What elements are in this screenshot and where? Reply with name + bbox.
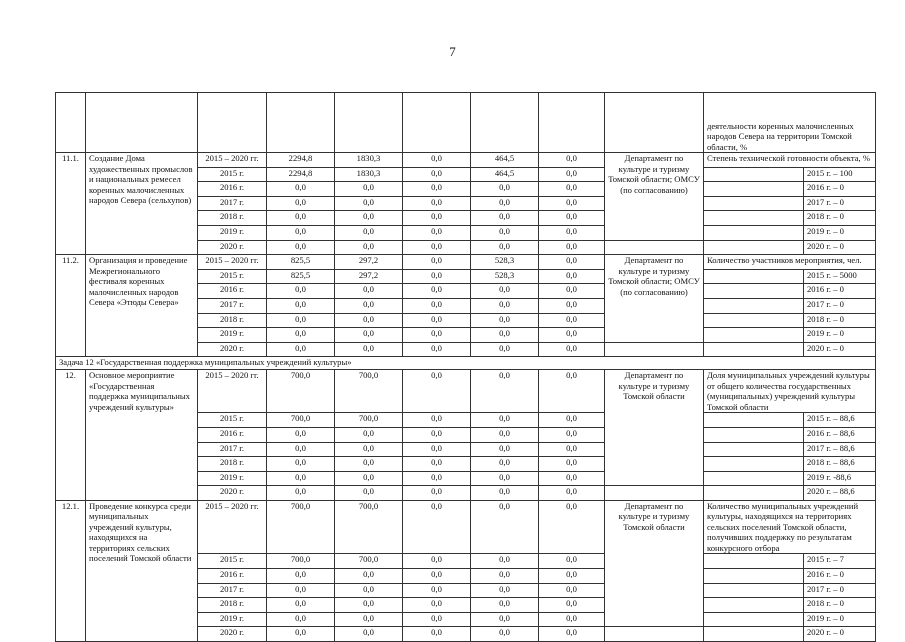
indicator-value: 2019 г. – 0 xyxy=(804,328,876,343)
amount-cell: 0,0 xyxy=(471,370,539,413)
amount-cell: 0,0 xyxy=(539,196,605,211)
indicator-value: 2018 г. – 0 xyxy=(804,211,876,226)
indicator-value: 2016 г. – 0 xyxy=(804,568,876,583)
amount-cell: 700,0 xyxy=(335,370,403,413)
amount-cell: 0,0 xyxy=(335,182,403,197)
measure-number: 11.1. xyxy=(56,153,86,255)
amount-cell: 0,0 xyxy=(267,612,335,627)
amount-cell: 0,0 xyxy=(267,471,335,486)
table-row xyxy=(56,500,876,554)
amount-cell: 0,0 xyxy=(539,167,605,182)
amount-cell: 0,0 xyxy=(267,598,335,613)
responsible-department: Департамент по культуре и туризму Томской области xyxy=(605,500,704,626)
amount-cell: 0,0 xyxy=(471,196,539,211)
amount-cell: 0,0 xyxy=(267,457,335,472)
amount-cell: 0,0 xyxy=(471,342,539,357)
indicator-spacer xyxy=(704,471,804,486)
amount-cell: 0,0 xyxy=(267,225,335,240)
indicator-spacer xyxy=(704,612,804,627)
amount-cell: 0,0 xyxy=(471,298,539,313)
task-row xyxy=(56,357,876,370)
period-cell: 2019 г. xyxy=(198,612,267,627)
amount-cell: 0,0 xyxy=(267,427,335,442)
indicator-value: 2019 г. -88,6 xyxy=(804,471,876,486)
amount-cell: 297,2 xyxy=(335,255,403,270)
amount-cell: 1830,3 xyxy=(335,153,403,168)
continuation-indicator: деятельности коренных малочисленных народов Севера на территории Томской области, % xyxy=(704,93,876,153)
amount-cell: 0,0 xyxy=(335,211,403,226)
amount-cell: 0,0 xyxy=(403,167,471,182)
amount-cell: 528,3 xyxy=(471,269,539,284)
indicator-spacer xyxy=(704,583,804,598)
amount-cell: 0,0 xyxy=(403,457,471,472)
amount-cell: 0,0 xyxy=(403,583,471,598)
amount-cell: 0,0 xyxy=(403,500,471,554)
period-cell: 2020 г. xyxy=(198,342,267,357)
amount-cell: 700,0 xyxy=(335,500,403,554)
amount-cell: 0,0 xyxy=(539,457,605,472)
indicator-value: 2020 г. – 0 xyxy=(804,342,876,357)
amount-cell: 0,0 xyxy=(539,471,605,486)
amount-cell: 825,5 xyxy=(267,255,335,270)
amount-cell: 0,0 xyxy=(335,486,403,501)
indicator-spacer xyxy=(704,328,804,343)
period-cell: 2017 г. xyxy=(198,442,267,457)
indicator-spacer xyxy=(704,225,804,240)
amount-cell: 0,0 xyxy=(335,471,403,486)
amount-cell: 0,0 xyxy=(335,583,403,598)
amount-cell: 0,0 xyxy=(471,500,539,554)
amount-cell: 0,0 xyxy=(539,500,605,554)
amount-cell: 0,0 xyxy=(539,554,605,569)
amount-cell: 0,0 xyxy=(539,442,605,457)
amount-cell: 0,0 xyxy=(403,240,471,255)
amount-cell: 700,0 xyxy=(335,554,403,569)
amount-cell: 0,0 xyxy=(335,342,403,357)
indicator-value: 2018 г. – 0 xyxy=(804,313,876,328)
amount-cell: 0,0 xyxy=(539,568,605,583)
period-cell: 2015 – 2020 гг. xyxy=(198,370,267,413)
period-cell: 2018 г. xyxy=(198,313,267,328)
measure-number: 11.2. xyxy=(56,255,86,357)
period-cell: 2020 г. xyxy=(198,486,267,501)
amount-cell: 0,0 xyxy=(471,598,539,613)
indicator-value: 2016 г. – 0 xyxy=(804,182,876,197)
amount-cell: 2294,8 xyxy=(267,167,335,182)
period-cell: 2015 г. xyxy=(198,554,267,569)
indicator-spacer xyxy=(704,269,804,284)
indicator-value: 2015 г. – 7 xyxy=(804,554,876,569)
amount-cell: 700,0 xyxy=(335,413,403,428)
indicator-name: Количество участников мероприятия, чел. xyxy=(704,255,876,270)
amount-cell: 0,0 xyxy=(539,413,605,428)
amount-cell: 0,0 xyxy=(403,153,471,168)
indicator-spacer xyxy=(704,442,804,457)
amount-cell: 0,0 xyxy=(267,328,335,343)
responsible-department: Департамент по культуре и туризму Томской области; ОМСУ (по согласованию) xyxy=(605,153,704,241)
amount-cell: 0,0 xyxy=(403,284,471,299)
continuation-row xyxy=(56,93,876,153)
amount-cell: 0,0 xyxy=(403,313,471,328)
period-cell: 2015 г. xyxy=(198,269,267,284)
amount-cell: 0,0 xyxy=(539,598,605,613)
indicator-spacer xyxy=(704,554,804,569)
measure-name: Основное мероприятие «Государственная поддержка муниципальных учреждений культуры» xyxy=(86,370,198,501)
amount-cell: 0,0 xyxy=(403,486,471,501)
amount-cell: 0,0 xyxy=(335,427,403,442)
indicator-name: Доля муниципальных учреждений культуры от общего количества государственных (муниципальных) учреждений культуры Томской области xyxy=(704,370,876,413)
table-row xyxy=(56,153,876,168)
amount-cell: 0,0 xyxy=(267,211,335,226)
amount-cell: 0,0 xyxy=(335,598,403,613)
table-body xyxy=(56,93,876,642)
amount-cell: 0,0 xyxy=(539,612,605,627)
indicator-value: 2018 г. – 88,6 xyxy=(804,457,876,472)
page-number: 7 xyxy=(449,44,456,59)
amount-cell: 0,0 xyxy=(267,284,335,299)
period-cell: 2018 г. xyxy=(198,457,267,472)
amount-cell: 0,0 xyxy=(267,196,335,211)
indicator-spacer xyxy=(704,627,804,642)
amount-cell: 0,0 xyxy=(471,413,539,428)
amount-cell: 0,0 xyxy=(539,370,605,413)
period-cell: 2017 г. xyxy=(198,196,267,211)
amount-cell: 0,0 xyxy=(403,598,471,613)
amount-cell: 0,0 xyxy=(471,627,539,642)
period-cell: 2015 – 2020 гг. xyxy=(198,255,267,270)
amount-cell: 0,0 xyxy=(471,225,539,240)
amount-cell: 0,0 xyxy=(539,342,605,357)
amount-cell: 0,0 xyxy=(539,153,605,168)
measure-name: Организация и проведение Межрегионального фестиваля коренных малочисленных народов Севера «Этюды Севера» xyxy=(86,255,198,357)
indicator-spacer xyxy=(704,196,804,211)
amount-cell: 0,0 xyxy=(403,471,471,486)
indicator-spacer xyxy=(704,413,804,428)
amount-cell: 700,0 xyxy=(267,370,335,413)
indicator-spacer xyxy=(704,313,804,328)
amount-cell: 0,0 xyxy=(267,442,335,457)
amount-cell: 0,0 xyxy=(471,313,539,328)
amount-cell: 700,0 xyxy=(267,500,335,554)
responsible-department: Департамент по культуре и туризму Томской области; ОМСУ (по согласованию) xyxy=(605,255,704,343)
period-cell: 2017 г. xyxy=(198,583,267,598)
amount-cell: 297,2 xyxy=(335,269,403,284)
indicator-value: 2020 г. – 0 xyxy=(804,240,876,255)
measure-name: Проведение конкурса среди муниципальных учреждений культуры, находящихся на территориях сельских поселений Томской области xyxy=(86,500,198,641)
indicator-value: 2015 г. – 5000 xyxy=(804,269,876,284)
indicator-value: 2019 г. – 0 xyxy=(804,612,876,627)
indicator-value: 2017 г. – 0 xyxy=(804,583,876,598)
amount-cell: 0,0 xyxy=(335,457,403,472)
indicator-value: 2017 г. – 0 xyxy=(804,298,876,313)
indicator-value: 2020 г. – 0 xyxy=(804,627,876,642)
indicator-spacer xyxy=(704,457,804,472)
amount-cell: 464,5 xyxy=(471,153,539,168)
indicator-value: 2020 г. – 88,6 xyxy=(804,486,876,501)
period-cell: 2016 г. xyxy=(198,568,267,583)
amount-cell: 0,0 xyxy=(335,612,403,627)
indicator-name: Количество муниципальных учреждений культуры, находящихся на территориях сельских поселений Томской области, получивших поддержку по результатам конкурсного отбора xyxy=(704,500,876,554)
indicator-name: Степень технической готовности объекта, % xyxy=(704,153,876,168)
amount-cell: 0,0 xyxy=(267,342,335,357)
amount-cell: 0,0 xyxy=(403,442,471,457)
amount-cell: 0,0 xyxy=(403,427,471,442)
amount-cell: 0,0 xyxy=(539,240,605,255)
amount-cell: 528,3 xyxy=(471,255,539,270)
amount-cell: 0,0 xyxy=(335,284,403,299)
empty-cell xyxy=(605,342,704,357)
amount-cell: 0,0 xyxy=(471,486,539,501)
amount-cell: 0,0 xyxy=(403,568,471,583)
amount-cell: 0,0 xyxy=(267,298,335,313)
indicator-value: 2016 г. – 88,6 xyxy=(804,427,876,442)
indicator-value: 2016 г. – 0 xyxy=(804,284,876,299)
amount-cell: 2294,8 xyxy=(267,153,335,168)
amount-cell: 0,0 xyxy=(403,269,471,284)
amount-cell: 825,5 xyxy=(267,269,335,284)
amount-cell: 0,0 xyxy=(539,328,605,343)
amount-cell: 700,0 xyxy=(267,413,335,428)
amount-cell: 0,0 xyxy=(539,255,605,270)
empty-cell xyxy=(605,627,704,642)
amount-cell: 0,0 xyxy=(267,568,335,583)
amount-cell: 0,0 xyxy=(471,471,539,486)
amount-cell: 0,0 xyxy=(267,240,335,255)
period-cell: 2020 г. xyxy=(198,240,267,255)
amount-cell: 700,0 xyxy=(267,554,335,569)
table-row xyxy=(56,255,876,270)
amount-cell: 1830,3 xyxy=(335,167,403,182)
measure-number: 12.1. xyxy=(56,500,86,641)
amount-cell: 0,0 xyxy=(539,486,605,501)
amount-cell: 0,0 xyxy=(471,211,539,226)
amount-cell: 0,0 xyxy=(403,225,471,240)
amount-cell: 0,0 xyxy=(403,554,471,569)
indicator-spacer xyxy=(704,486,804,501)
amount-cell: 0,0 xyxy=(403,342,471,357)
amount-cell: 0,0 xyxy=(471,583,539,598)
indicator-value: 2018 г. – 0 xyxy=(804,598,876,613)
amount-cell: 0,0 xyxy=(403,627,471,642)
amount-cell: 0,0 xyxy=(403,211,471,226)
amount-cell: 0,0 xyxy=(471,284,539,299)
table-row xyxy=(56,370,876,413)
amount-cell: 0,0 xyxy=(403,328,471,343)
amount-cell: 0,0 xyxy=(471,457,539,472)
amount-cell: 0,0 xyxy=(403,370,471,413)
amount-cell: 0,0 xyxy=(539,211,605,226)
amount-cell: 0,0 xyxy=(403,298,471,313)
amount-cell: 0,0 xyxy=(471,182,539,197)
amount-cell: 0,0 xyxy=(403,255,471,270)
indicator-value: 2017 г. – 0 xyxy=(804,196,876,211)
amount-cell: 0,0 xyxy=(335,298,403,313)
period-cell: 2016 г. xyxy=(198,182,267,197)
amount-cell: 0,0 xyxy=(471,442,539,457)
amount-cell: 0,0 xyxy=(403,413,471,428)
amount-cell: 464,5 xyxy=(471,167,539,182)
amount-cell: 0,0 xyxy=(335,627,403,642)
indicator-spacer xyxy=(704,568,804,583)
indicator-spacer xyxy=(704,598,804,613)
period-cell: 2015 г. xyxy=(198,167,267,182)
period-cell: 2016 г. xyxy=(198,284,267,299)
indicator-value: 2017 г. – 88,6 xyxy=(804,442,876,457)
indicator-spacer xyxy=(704,240,804,255)
indicator-value: 2015 г. – 88,6 xyxy=(804,413,876,428)
indicator-spacer xyxy=(704,182,804,197)
period-cell: 2018 г. xyxy=(198,211,267,226)
period-cell: 2019 г. xyxy=(198,225,267,240)
period-cell: 2015 – 2020 гг. xyxy=(198,153,267,168)
amount-cell: 0,0 xyxy=(539,298,605,313)
indicator-value: 2019 г. – 0 xyxy=(804,225,876,240)
amount-cell: 0,0 xyxy=(539,313,605,328)
amount-cell: 0,0 xyxy=(267,583,335,598)
indicator-spacer xyxy=(704,342,804,357)
period-cell: 2019 г. xyxy=(198,328,267,343)
amount-cell: 0,0 xyxy=(403,182,471,197)
amount-cell: 0,0 xyxy=(267,486,335,501)
period-cell: 2020 г. xyxy=(198,627,267,642)
amount-cell: 0,0 xyxy=(539,427,605,442)
measure-number: 12. xyxy=(56,370,86,501)
amount-cell: 0,0 xyxy=(539,583,605,598)
amount-cell: 0,0 xyxy=(335,442,403,457)
indicator-spacer xyxy=(704,427,804,442)
amount-cell: 0,0 xyxy=(335,225,403,240)
program-table xyxy=(55,92,876,642)
indicator-spacer xyxy=(704,211,804,226)
amount-cell: 0,0 xyxy=(471,568,539,583)
amount-cell: 0,0 xyxy=(539,269,605,284)
amount-cell: 0,0 xyxy=(335,240,403,255)
period-cell: 2015 г. xyxy=(198,413,267,428)
amount-cell: 0,0 xyxy=(267,313,335,328)
empty-cell xyxy=(605,240,704,255)
amount-cell: 0,0 xyxy=(267,627,335,642)
amount-cell: 0,0 xyxy=(539,627,605,642)
indicator-value: 2015 г. – 100 xyxy=(804,167,876,182)
amount-cell: 0,0 xyxy=(539,182,605,197)
task-title: Задача 12 «Государственная поддержка муниципальных учреждений культуры» xyxy=(56,357,876,370)
amount-cell: 0,0 xyxy=(471,240,539,255)
amount-cell: 0,0 xyxy=(403,196,471,211)
empty-cell xyxy=(605,486,704,501)
period-cell: 2019 г. xyxy=(198,471,267,486)
amount-cell: 0,0 xyxy=(267,182,335,197)
indicator-spacer xyxy=(704,298,804,313)
amount-cell: 0,0 xyxy=(335,196,403,211)
amount-cell: 0,0 xyxy=(335,568,403,583)
indicator-spacer xyxy=(704,167,804,182)
amount-cell: 0,0 xyxy=(539,284,605,299)
period-cell: 2018 г. xyxy=(198,598,267,613)
amount-cell: 0,0 xyxy=(403,612,471,627)
responsible-department: Департамент по культуре и туризму Томской области xyxy=(605,370,704,486)
amount-cell: 0,0 xyxy=(471,554,539,569)
period-cell: 2017 г. xyxy=(198,298,267,313)
amount-cell: 0,0 xyxy=(471,612,539,627)
amount-cell: 0,0 xyxy=(335,313,403,328)
indicator-spacer xyxy=(704,284,804,299)
amount-cell: 0,0 xyxy=(539,225,605,240)
amount-cell: 0,0 xyxy=(335,328,403,343)
period-cell: 2016 г. xyxy=(198,427,267,442)
amount-cell: 0,0 xyxy=(471,328,539,343)
measure-name: Создание Дома художественных промыслов и национальных ремесел коренных малочисленных народов Севера (сельхупов) xyxy=(86,153,198,255)
amount-cell: 0,0 xyxy=(471,427,539,442)
period-cell: 2015 – 2020 гг. xyxy=(198,500,267,554)
